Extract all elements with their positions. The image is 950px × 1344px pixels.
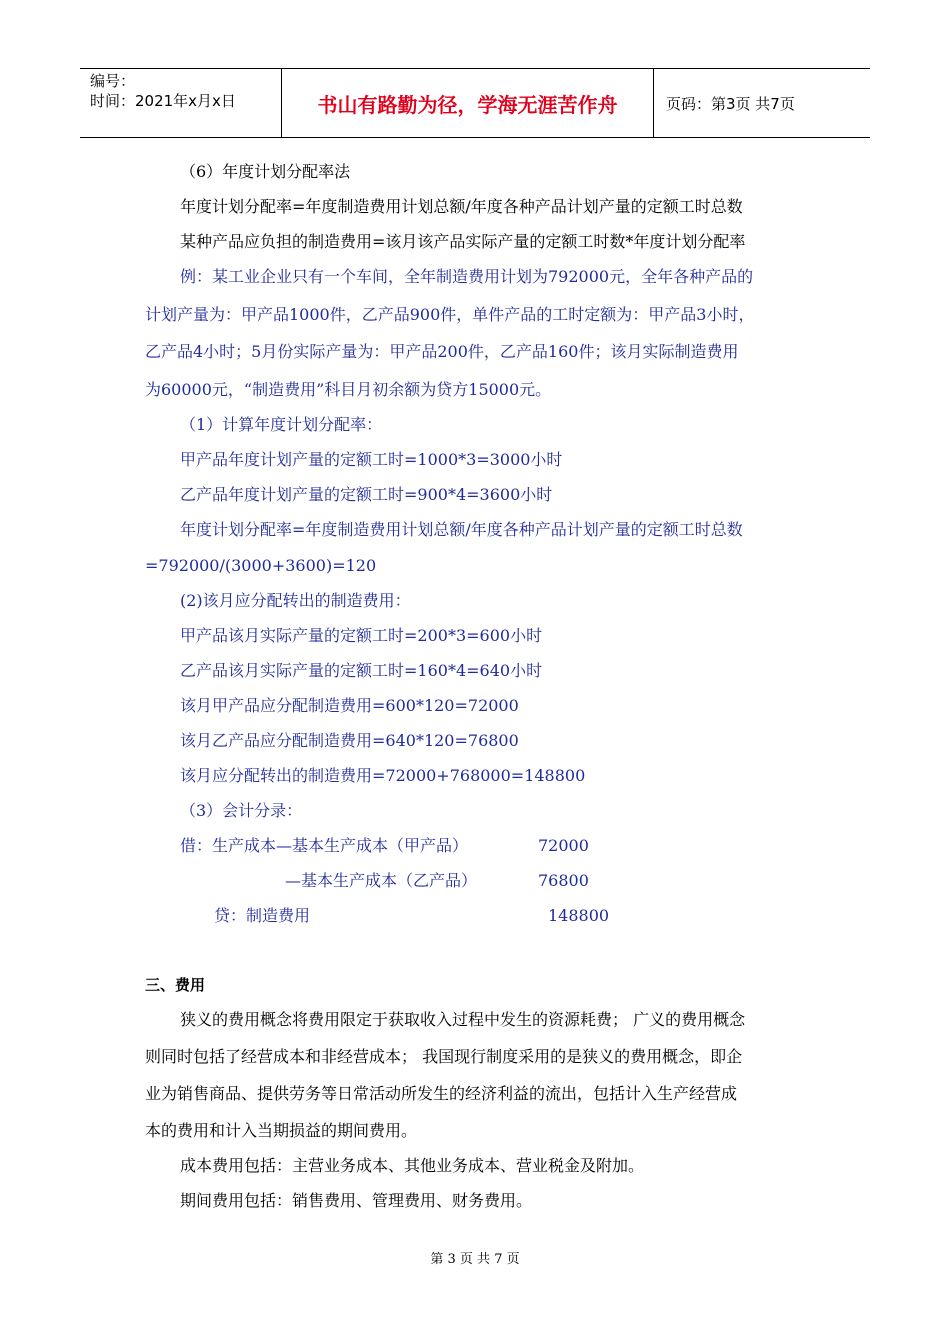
page-footer: 第 3 页 共 7 页 [430,1252,520,1267]
text-line: 年度计划分配率=年度制造费用计划总额/年度各种产品计划产量的定额工时总数 [180,197,743,216]
journal-amount: 72000 [538,836,589,855]
paragraph-line: 期间费用包括：销售费用、管理费用、财务费用。 [180,1191,533,1210]
calc-line: =792000/(3000+3600)=120 [145,556,377,575]
example-line: 例：某工业企业只有一个车间，全年制造费用计划为792000元，全年各种产品的 [180,267,754,286]
journal-debit-label: —基本生产成本（乙产品） [285,871,478,890]
number-label: 编号： [90,72,136,90]
page-header [80,68,870,138]
example-line: 乙产品4小时；5月份实际产量为：甲产品200件，乙产品160件；该月实际制造费用 [145,342,739,361]
calc-line: 该月乙产品应分配制造费用=640*120=76800 [180,731,519,750]
paragraph-line: 成本费用包括：主营业务成本、其他业务成本、营业税金及附加。 [180,1156,645,1175]
calc-line: 甲产品年度计划产量的定额工时=1000*3=3000小时 [180,450,563,469]
step-heading: （1）计算年度计划分配率： [180,415,383,434]
section-heading: 三、费用 [145,976,206,994]
journal-amount: 76800 [538,871,589,890]
journal-debit-label: 借：生产成本—基本生产成本（甲产品） [180,836,469,855]
text-line: 某种产品应负担的制造费用=该月该产品实际产量的定额工时数*年度计划分配率 [180,232,746,251]
calc-line: 甲产品该月实际产量的定额工时=200*3=600小时 [180,626,543,645]
example-line: 计划产量为：甲产品1000件，乙产品900件，单件产品的工时定额为：甲产品3小时， [145,305,755,324]
paragraph-line: 本的费用和计入当期损益的期间费用。 [145,1121,418,1140]
step-heading: （3）会计分录： [180,801,303,820]
calc-line: 乙产品该月实际产量的定额工时=160*4=640小时 [180,661,543,680]
header-page-label: 页码：第3页 共7页 [666,94,795,113]
time-label: 时间：2021年x月x日 [90,92,236,110]
calc-line: 乙产品年度计划产量的定额工时=900*4=3600小时 [180,485,553,504]
example-line: 为60000元，“制造费用”科目月初余额为贷方15000元。 [145,380,552,399]
journal-credit-label: 贷：制造费用 [214,906,311,925]
header-meta [80,69,282,137]
paragraph-line: 狭义的费用概念将费用限定于获取收入过程中发生的资源耗费； 广义的费用概念 [180,1010,746,1029]
calc-line: 该月甲产品应分配制造费用=600*120=72000 [180,696,519,715]
calc-line: 年度计划分配率=年度制造费用计划总额/年度各种产品计划产量的定额工时总数 [180,520,743,539]
text-line: （6）年度计划分配率法 [180,162,351,181]
header-motto: 书山有路勤为径，学海无涯苦作舟 [282,69,654,137]
calc-line: 该月应分配转出的制造费用=72000+768000=148800 [180,766,586,785]
paragraph-line: 则同时包括了经营成本和非经营成本； 我国现行制度采用的是狭义的费用概念，即企 [145,1047,743,1066]
step-heading: (2)该月应分配转出的制造费用： [180,591,411,610]
journal-amount: 148800 [548,906,610,925]
paragraph-line: 业为销售商品、提供劳务等日常活动所发生的经济利益的流出，包括计入生产经营成 [145,1084,738,1103]
